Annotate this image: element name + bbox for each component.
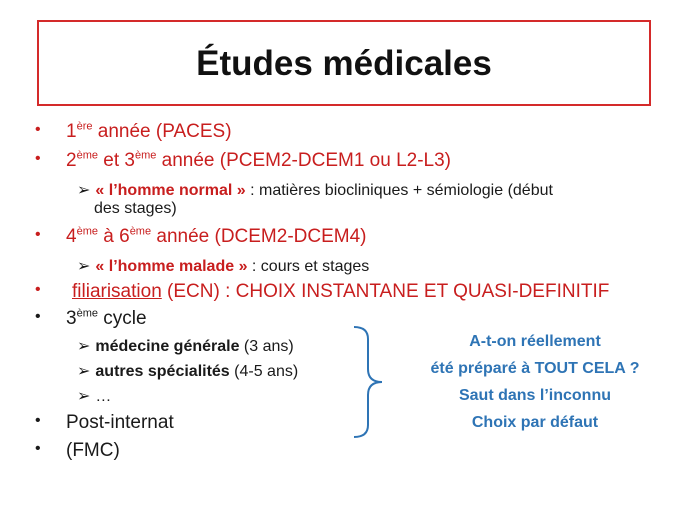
sub-item-ellipsis: ➢ …: [77, 388, 112, 405]
arrow-bullet-icon: ➢: [77, 258, 91, 275]
callout-line: A-t-on réellement: [469, 333, 601, 350]
callout-line: Saut dans l’inconnu: [458, 387, 611, 404]
callout-text: [395, 328, 675, 436]
list-item-year4-6: • 4ème à 6ème année (DCEM2-DCEM4): [35, 225, 367, 247]
list-item-filiarisation: • filiarisation (ECN) : CHOIX INSTANTANE ET QUASI-DEFINITIF: [35, 281, 610, 302]
callout-line: été préparé à TOUT CELA ?: [430, 360, 640, 377]
curly-brace-icon: [352, 325, 386, 439]
list-item-third-cycle: • 3ème cycle: [35, 307, 147, 329]
bullet: •: [35, 150, 41, 167]
list-item-post-internat: • Post-internat: [35, 412, 174, 433]
slide-title: Études médicales: [196, 44, 492, 83]
sub-item-homme-normal-cont: des stages): [94, 200, 177, 217]
arrow-bullet-icon: ➢: [77, 363, 91, 380]
sub-item-homme-malade: ➢ « l’homme malade » : cours et stages: [77, 258, 370, 275]
bullet: •: [35, 226, 41, 243]
arrow-bullet-icon: ➢: [77, 388, 91, 405]
arrow-bullet-icon: ➢: [77, 338, 91, 355]
sub-item-homme-normal: ➢ « l’homme normal » : matières biocliniques + sémiologie (début: [77, 182, 553, 199]
list-item-fmc: • (FMC): [35, 440, 120, 461]
bullet: •: [35, 308, 41, 325]
bullet: •: [35, 281, 41, 298]
title-box: [37, 20, 651, 106]
sub-item-autres-specialites: ➢ autres spécialités (4-5 ans): [77, 363, 299, 380]
list-item-year2-3: • 2ème et 3ème année (PCEM2-DCEM1 ou L2-L3): [35, 149, 452, 171]
callout-line: Choix par défaut: [471, 414, 599, 431]
bullet: •: [35, 412, 41, 429]
arrow-bullet-icon: ➢: [77, 182, 91, 199]
bullet: •: [35, 121, 41, 138]
bullet: •: [35, 440, 41, 457]
sub-item-medecine-generale: ➢ médecine générale (3 ans): [77, 338, 294, 355]
list-item-year1: • 1ère année (PACES): [35, 120, 232, 142]
